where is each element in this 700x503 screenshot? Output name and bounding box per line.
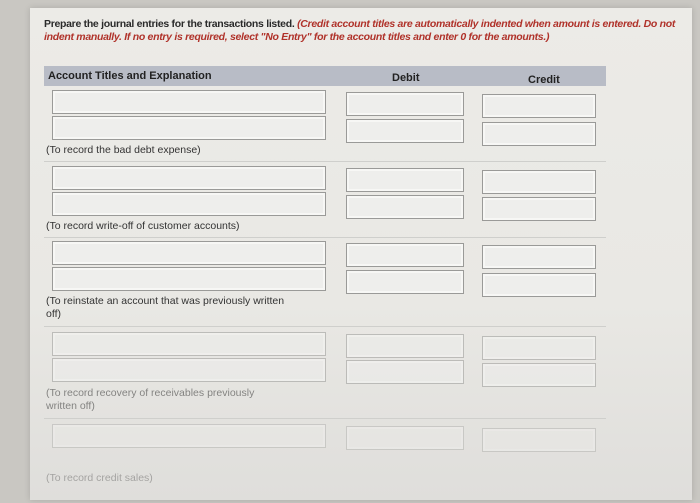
instructions-text: Prepare the journal entries for the transactions listed. [44, 18, 295, 30]
row-divider [44, 161, 606, 162]
row-divider [44, 418, 606, 419]
debit-input[interactable] [346, 270, 464, 294]
entry-note: (To record credit sales) [46, 472, 153, 484]
debit-input[interactable] [346, 243, 464, 267]
entry-note: (To record write-off of customer accounts) [46, 220, 240, 232]
instructions [44, 18, 684, 44]
table-header [44, 66, 606, 86]
credit-input[interactable] [482, 122, 596, 146]
account-title-input[interactable] [52, 166, 326, 190]
account-title-input[interactable] [52, 267, 326, 291]
debit-input[interactable] [346, 334, 464, 358]
credit-input[interactable] [482, 428, 596, 452]
account-title-input[interactable] [52, 192, 326, 216]
debit-input[interactable] [346, 92, 464, 116]
credit-input[interactable] [482, 363, 596, 387]
account-title-input[interactable] [52, 90, 326, 114]
header-account-titles: Account Titles and Explanation [48, 70, 212, 82]
credit-input[interactable] [482, 170, 596, 194]
account-title-input[interactable] [52, 241, 326, 265]
credit-input[interactable] [482, 273, 596, 297]
header-debit: Debit [392, 72, 420, 84]
account-title-input[interactable] [52, 358, 326, 382]
journal-entry-form [30, 8, 692, 500]
entry-note: (To record the bad debt expense) [46, 144, 201, 156]
debit-input[interactable] [346, 168, 464, 192]
account-title-input[interactable] [52, 332, 326, 356]
credit-input[interactable] [482, 197, 596, 221]
account-title-input[interactable] [52, 424, 326, 448]
debit-input[interactable] [346, 195, 464, 219]
account-title-input[interactable] [52, 116, 326, 140]
header-credit: Credit [528, 74, 560, 86]
debit-input[interactable] [346, 119, 464, 143]
entry-note: (To record recovery of receivables previously written off) [46, 387, 255, 412]
row-divider [44, 237, 606, 238]
instructions-note: (Credit account titles are automatically indented when amount is entered. Do not indent manually. If no entry is required, select "No Entry" for the account titles and enter 0 for the amounts.) [44, 18, 676, 43]
row-divider [44, 326, 606, 327]
entry-note: (To reinstate an account that was previously written off) [46, 295, 285, 320]
debit-input[interactable] [346, 426, 464, 450]
credit-input[interactable] [482, 94, 596, 118]
credit-input[interactable] [482, 245, 596, 269]
credit-input[interactable] [482, 336, 596, 360]
debit-input[interactable] [346, 360, 464, 384]
